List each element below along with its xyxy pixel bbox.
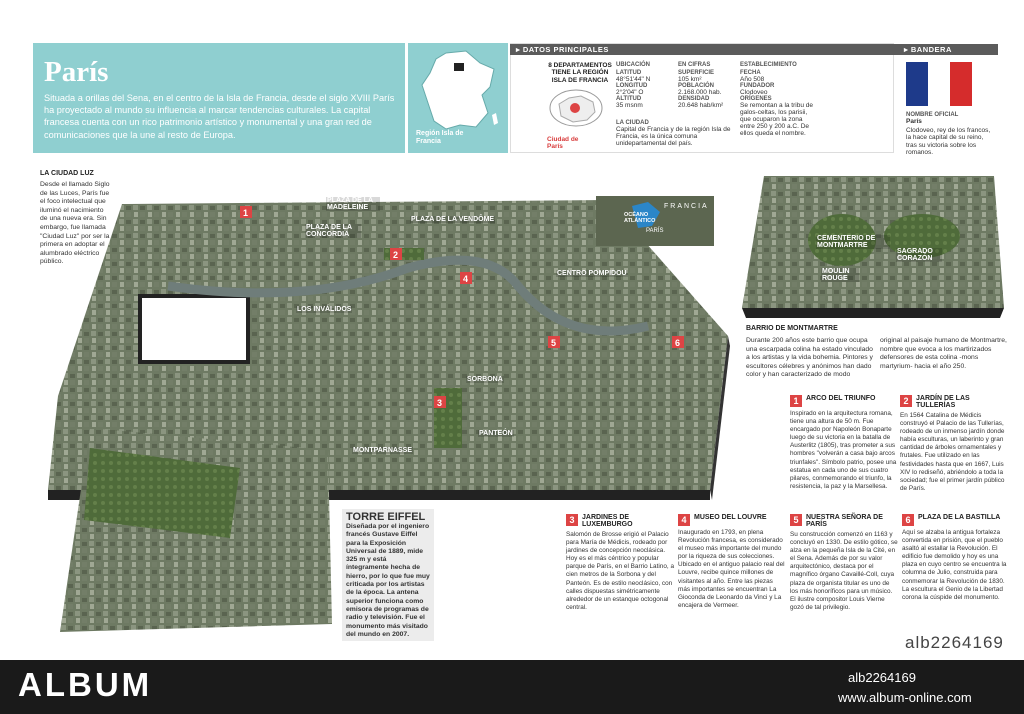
label-madeleine: PLAZA DE LA MADELEINE — [326, 197, 380, 211]
region-label: Región Isla de Francia — [416, 130, 464, 145]
monument-number: 3 — [566, 514, 578, 526]
altitud-label: ALTITUD — [616, 96, 642, 102]
monument-header — [900, 395, 1008, 409]
la-ciudad-label: LA CIUDAD — [616, 120, 649, 126]
poblacion-label: POBLACIÓN — [678, 83, 714, 89]
monument-item — [900, 395, 1008, 493]
eiffel-title: TORRE EIFFEL — [346, 511, 426, 523]
svg-text:1: 1 — [243, 208, 249, 218]
footer-url-link[interactable]: www.album-online.com — [838, 690, 972, 705]
eiffel-text: Diseñada por el ingeniero francés Gustave Eiffel para la Exposición Universal de 1889, mide 325 m y está íntegramente hecha de hierro, por lo que fue muy criticada por los artistas de la época. La antena superior funciona como emisora de programas de radio y televisión. Fue el monumento más visitado del mundo en 2007. — [346, 523, 430, 638]
ciudad-luz-text: Desde el llamado Siglo de las Luces, París fue el foco intelectual que iluminó el nacimiento de una nueva era. Sin embargo, fue llamada "Ciudad Luz" por ser la primera en adoptar el alumbrado eléctrico público. — [40, 181, 110, 266]
longitud-label: LONGITUD — [616, 83, 648, 89]
monument-number: 1 — [790, 395, 802, 407]
svg-text:6: 6 — [675, 338, 681, 348]
longitud-value: 2°2'04" O — [616, 89, 644, 96]
monument-title: NUESTRA SEÑORA DE PARÍS — [806, 514, 883, 528]
ubicacion-col — [616, 62, 674, 109]
monument-text: Su construcción comenzó en 1163 y concluyó en 1330. De estilo gótico, se alza en la pequeña Isla de la Cité, en el Sena. Además de por su valor arquitectónico, destaca por el magnífico órgano Cavaillé-Coll, cuya plaza de organista titular es uno de los más honoríficos para un músico. El ilustre compositor Louis Vierne gozó de tal privilegio. — [790, 531, 898, 611]
montmartre-map — [742, 176, 1004, 328]
la-ciudad-value: Capital de Francia y de la región Isla de Francia, es la única comuna unidepartamental del país. — [616, 126, 731, 148]
svg-text:4: 4 — [463, 274, 469, 284]
latitud-label: LATITUD — [616, 70, 642, 76]
label-cementerio: CEMENTERIO DE MONTMARTRE — [816, 235, 890, 249]
monument-number: 6 — [902, 514, 914, 526]
monument-title: JARDÍN DE LAS TULLERÍAS — [916, 395, 970, 409]
bandera-text-block — [906, 112, 994, 157]
paris-flag — [906, 62, 972, 106]
datos-band: ▸ DATOS PRINCIPALES — [510, 44, 900, 55]
monument-item — [790, 395, 898, 491]
intro-description: Situada a orillas del Sena, en el centro de la Isla de Francia, desde el siglo XVIII París ha proyectado al mundo su influencia al marcar tendencias culturales. La capital francesa cuenta con un rico patrimonio artístico y monumental y una gran red de comunicaciones que la une al resto de Europa. — [44, 93, 395, 140]
bandera-band-label: BANDERA — [910, 45, 952, 54]
bandera-band: ▸ BANDERA — [898, 44, 998, 55]
monument-title: JARDINES DE LUXEMBURGO — [582, 514, 633, 528]
ciudad-map-icon — [545, 86, 607, 134]
monument-item — [678, 514, 786, 610]
bandera-nombre-label: NOMBRE OFICIAL — [906, 112, 959, 118]
label-francia: FRANCIA — [664, 203, 709, 210]
latitud-value: 48°51'44" N — [616, 76, 651, 83]
montmartre-text: Durante 200 años este barrio que ocupa una escarpada colina ha estado vinculado a los artistas y la vida bohemia. Pintores y escultores célebres y anónimos han dado color y han caracterizado de modo original al paisaje humano de Montmartre, nombre que evoca a los martirizados defensores de esta colina -mons martyrium- hacia el año 250. — [746, 337, 1007, 379]
superficie-value: 105 km² — [678, 76, 702, 83]
monument-text: Salomón de Brosse erigió el Palacio para María de Médicis, rodeado por jardines de concepción neoclásica. Hoy es el más céntrico y popular parque de París, en el Barrio Latino, a cien metros de la Sorbona y del Panteón. Es de estilo neoclásico, con calles dispuestas simétricamente alrededor de un estanque octogonal central. — [566, 531, 674, 611]
monument-title: PLAZA DE LA BASTILLA — [918, 514, 1001, 521]
monument-title: ARCO DEL TRIUNFO — [806, 395, 876, 402]
monument-item — [790, 514, 898, 612]
flag-red-stripe — [950, 62, 972, 106]
label-sagrado-corazon: SAGRADO CORAZÓN — [896, 248, 942, 262]
ubicacion-heading: UBICACIÓN — [616, 62, 650, 68]
bandera-nombre-value: París — [906, 118, 922, 125]
fundador-label: FUNDADOR — [740, 83, 775, 89]
monument-header — [566, 514, 674, 528]
flag-white-stripe — [928, 62, 950, 106]
densidad-label: DENSIDAD — [678, 96, 710, 102]
ciudad-label: Ciudad de París — [547, 136, 579, 150]
montmartre-title: BARRIO DE MONTMARTRE — [746, 325, 838, 332]
departamentos-text: 8 DEPARTAMENTOS TIENE LA REGIÓN ISLA DE FRANCIA — [548, 62, 612, 84]
poblacion-value: 2.168.000 hab. — [678, 89, 722, 96]
eiffel-aerial-map — [60, 428, 340, 638]
eiffel-block — [342, 509, 434, 641]
monument-number: 4 — [678, 514, 690, 526]
monument-item — [566, 514, 674, 612]
fecha-label: FECHA — [740, 70, 761, 76]
label-oceano: OCÉANO ATLÁNTICO — [624, 212, 656, 224]
la-ciudad-col — [616, 120, 734, 148]
svg-text:5: 5 — [551, 338, 557, 348]
monument-text: Aquí se alzaba la antigua fortaleza convertida en prisión, que el pueblo asaltó al estallar la Revolución. El edificio fue demolido y hoy es una plaza en cuyo centro se encuentra la columna de Julio, construida para conmemorar la Revolución de 1830. La escultura el Genio de la Libertad corona la cúspide del monumento. — [902, 529, 1007, 601]
label-sorbona: SORBONA — [467, 376, 503, 383]
bandera-text: Clodoveo, rey de los francos, la hace capital de su reino, tras su victoria sobre los romanos. — [906, 127, 991, 157]
ciudad-luz-title: LA CIUDAD LUZ — [40, 170, 94, 177]
cifras-col — [678, 62, 736, 109]
datos-band-label: DATOS PRINCIPALES — [522, 45, 609, 54]
superficie-label: SUPERFICIE — [678, 70, 715, 76]
altitud-value: 35 msnm — [616, 102, 643, 109]
album-logo[interactable]: ALBUM — [18, 666, 153, 703]
flag-blue-stripe — [906, 62, 928, 106]
monument-number: 5 — [790, 514, 802, 526]
monument-number: 2 — [900, 395, 912, 407]
monument-text: Inspirado en la arquitectura romana, tiene una altura de 50 m. Fue encargado por Napoleón Bonaparte luego de su victoria en la batalla de Austerlitz (1805), tras prometer a sus hombres "volverán a casa bajo arcos triunfales". Símbolo patrio, posee una estatua en cada uno de sus cuatro pilares, conmemorando el triunfo, la resistencia, la paz y la Marsellesa. — [790, 410, 897, 490]
monument-text: En 1564 Catalina de Médicis construyó el Palacio de las Tullerías, rodeado de un inmenso jardín donde había esculturas, un laberinto y gran cantidad de árboles ornamentales y frutales. Fue utilizado en las festividades hasta que en 1667, Luis XIV lo rediseñó, abriéndolo a toda la sociedad; fue el primer jardín público de París. — [900, 412, 1005, 492]
monument-title: MUSEO DEL LOUVRE — [694, 514, 767, 521]
monument-item — [902, 514, 1010, 602]
label-pompidou: CENTRO POMPIDOU — [557, 270, 627, 277]
watermark-id: alb2264169 — [905, 633, 1004, 652]
monument-header — [678, 514, 786, 526]
monument-header — [790, 514, 898, 528]
monument-header — [902, 514, 1010, 526]
fundador-value: Clodoveo — [740, 89, 768, 96]
establecimiento-col — [740, 62, 890, 137]
label-paris-inset: PARÍS — [646, 228, 664, 234]
origenes-value: Se remontan a la tribu de galos-celtas, los parisii, que ocuparon la zona entre 250 y 200 a.C. De ellos queda el nombre. — [740, 102, 813, 137]
establecimiento-heading: ESTABLECIMIENTO — [740, 62, 797, 68]
footer-bar — [0, 660, 1024, 714]
svg-text:2: 2 — [393, 250, 399, 260]
page-title: París — [44, 56, 109, 88]
densidad-value: 20.648 hab/km² — [678, 102, 724, 109]
fecha-value: Año 508 — [740, 76, 765, 83]
monument-header — [790, 395, 898, 407]
cifras-heading: EN CIFRAS — [678, 62, 711, 68]
monument-text: Inaugurado en 1793, en plena Revolución francesa, es considerado el museo más importante del mundo por la riqueza de sus colecciones. Ubicado en el antiguo palacio real del Louvre, recibe quince millones de visitantes al año. Entre las piezas más importantes se encuentran La Gioconda de Leonardo da Vinci y La encajera de Vermeer. — [678, 529, 785, 609]
label-montparnasse: MONTPARNASSE — [353, 447, 412, 454]
label-panteon: PANTEÓN — [479, 430, 513, 437]
label-moulin-rouge: MOULIN ROUGE — [821, 268, 859, 282]
label-invalidos: LOS INVÁLIDOS — [297, 306, 352, 313]
origenes-label: ORÍGENES — [740, 96, 772, 102]
label-concordia: PLAZA DE LA CONCORDIA — [305, 224, 361, 238]
svg-text:3: 3 — [437, 398, 443, 408]
label-vendome: PLAZA DE LA VENDÔME — [411, 216, 495, 223]
footer-image-id: alb2264169 — [848, 670, 916, 685]
